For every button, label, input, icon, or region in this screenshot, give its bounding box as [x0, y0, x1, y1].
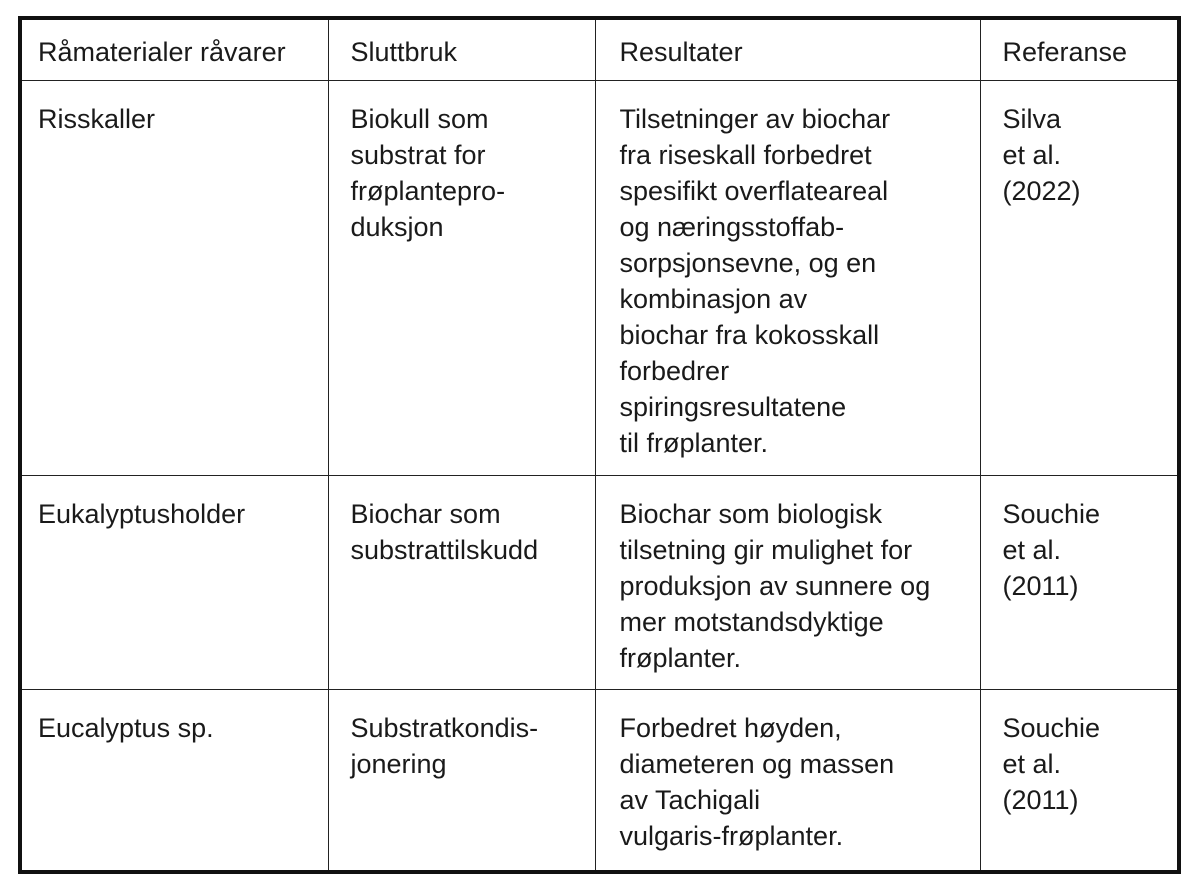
header-end-use: Sluttbruk — [328, 20, 595, 81]
cell-line: Biochar som — [350, 499, 501, 529]
cell-line: Biokull som — [350, 104, 489, 134]
table-row — [22, 476, 1177, 690]
table-row — [22, 690, 1177, 871]
cell-end-use — [328, 476, 595, 690]
header-raw-material: Råmaterialer råvarer — [22, 20, 328, 81]
cell-line: substrat for — [350, 140, 486, 170]
cell-line: et al. — [1002, 535, 1062, 565]
cell-line: vulgaris-frøplanter. — [619, 821, 844, 851]
cell-line: Biochar som biologisk — [619, 499, 883, 529]
cell-results — [595, 690, 980, 871]
cell-line: (2011) — [1002, 785, 1079, 815]
cell-line: (2022) — [1002, 176, 1081, 206]
cell-line: Souchie — [1002, 499, 1101, 529]
cell-line: Forbedret høyden, — [619, 713, 842, 743]
cell-reference — [980, 81, 1177, 476]
cell-line: jonering — [350, 749, 447, 779]
cell-line: Souchie — [1002, 713, 1101, 743]
cell-line: til frøplanter. — [619, 428, 769, 458]
cell-results — [595, 476, 980, 690]
header-reference: Referanse — [980, 20, 1177, 81]
cell-line: Tilsetninger av biochar — [619, 104, 891, 134]
data-table — [22, 20, 1177, 870]
cell-raw-material: Eukalyptusholder — [22, 476, 328, 690]
cell-line: av Tachigali — [619, 785, 761, 815]
cell-line: frøplanter. — [619, 643, 742, 673]
cell-end-use — [328, 81, 595, 476]
cell-line: kombinasjon av — [619, 284, 808, 314]
cell-raw-material: Eucalyptus sp. — [22, 690, 328, 871]
table-header-row — [22, 20, 1177, 81]
cell-results — [595, 81, 980, 476]
cell-line: og næringsstoffab- — [619, 212, 845, 242]
cell-end-use — [328, 690, 595, 871]
table-row — [22, 81, 1177, 476]
cell-line: forbedrer — [619, 356, 730, 386]
cell-line: spesifikt overflateareal — [619, 176, 889, 206]
cell-line: duksjon — [350, 212, 444, 242]
cell-line: tilsetning gir mulighet for — [619, 535, 913, 565]
cell-raw-material: Risskaller — [22, 81, 328, 476]
cell-line: fra riseskall forbedret — [619, 140, 872, 170]
cell-line: spiringsresultatene — [619, 392, 847, 422]
cell-line: substrattilskudd — [350, 535, 539, 565]
cell-line: sorpsjonsevne, og en — [619, 248, 877, 278]
cell-line: Substratkondis- — [350, 713, 539, 743]
data-table-frame — [18, 16, 1181, 874]
cell-line: frøplantepro- — [350, 176, 506, 206]
cell-line: mer motstandsdyktige — [619, 607, 884, 637]
cell-line: diameteren og massen — [619, 749, 895, 779]
cell-reference — [980, 690, 1177, 871]
cell-line: biochar fra kokosskall — [619, 320, 880, 350]
cell-line: (2011) — [1002, 571, 1079, 601]
cell-line: produksjon av sunnere og — [619, 571, 931, 601]
header-results: Resultater — [595, 20, 980, 81]
cell-line: Silva — [1002, 104, 1062, 134]
cell-line: et al. — [1002, 749, 1062, 779]
cell-line: et al. — [1002, 140, 1062, 170]
cell-reference — [980, 476, 1177, 690]
